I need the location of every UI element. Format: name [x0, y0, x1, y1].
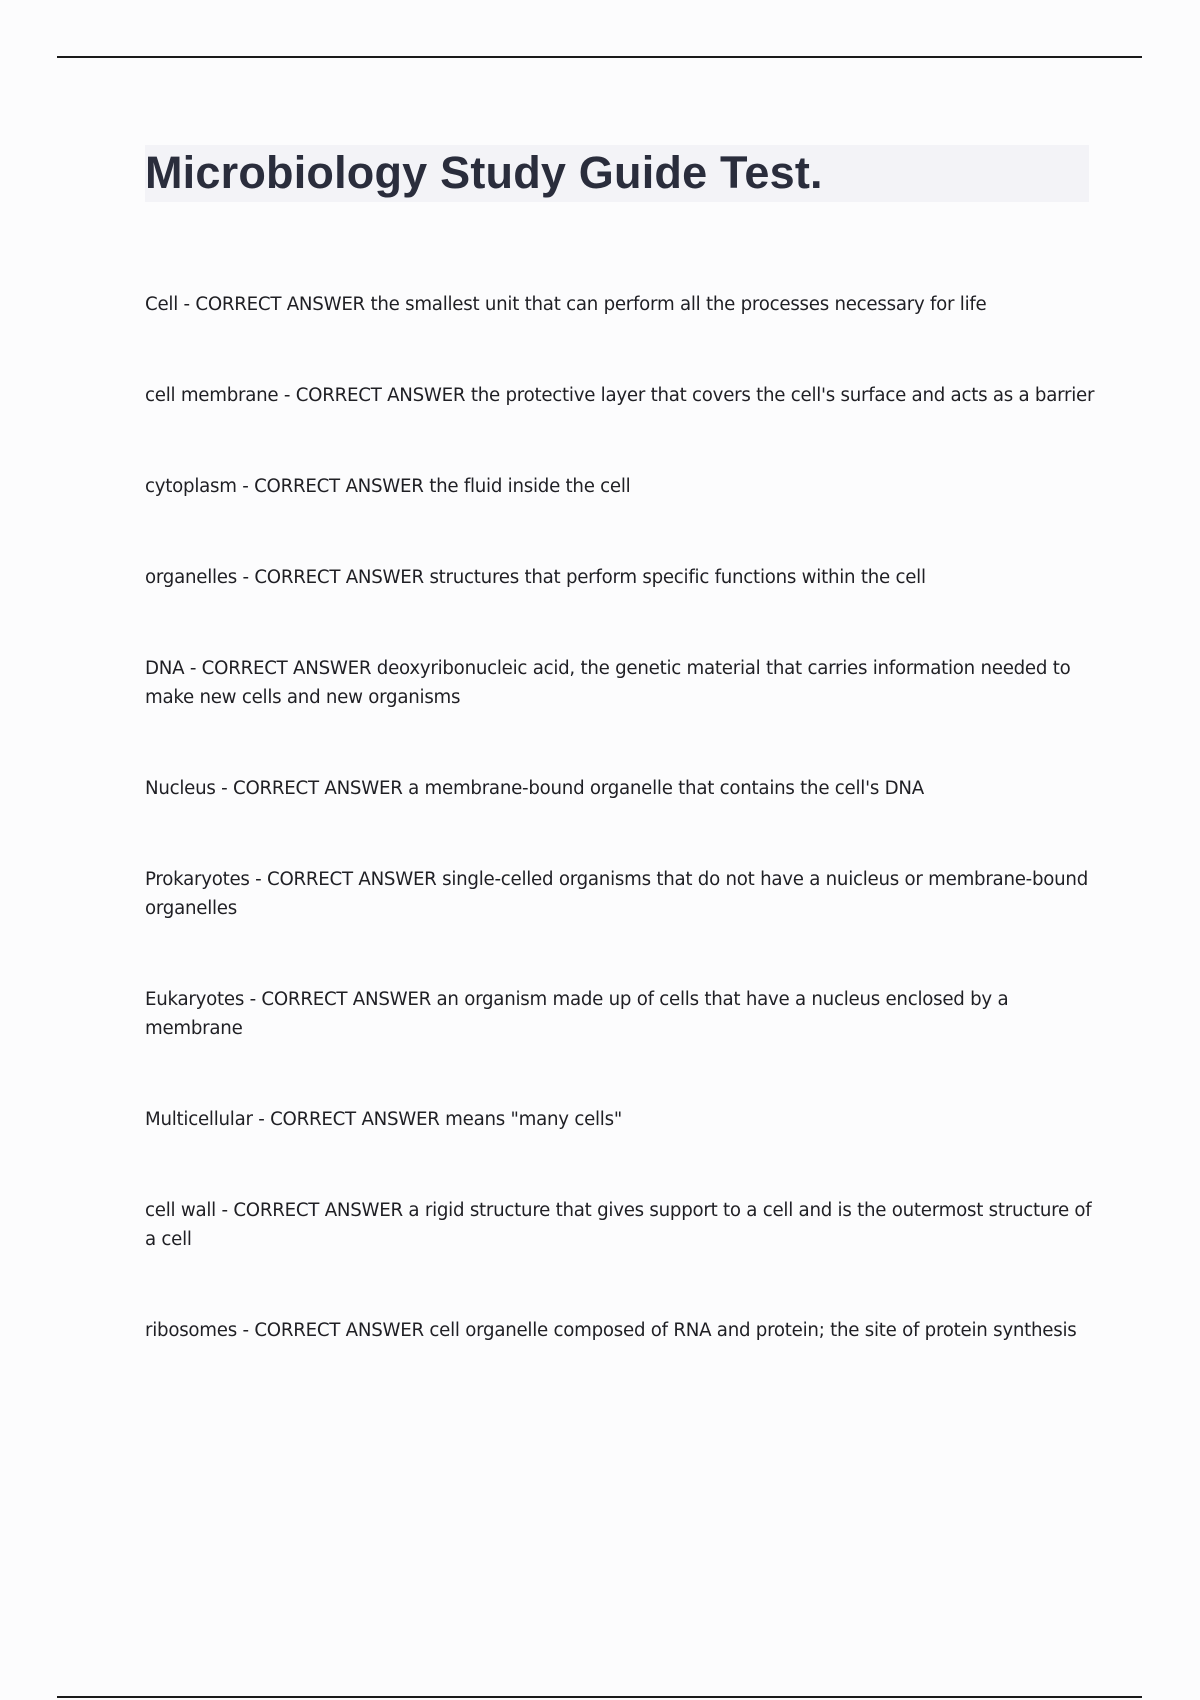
entry-eukaryotes: Eukaryotes - CORRECT ANSWER an organism made up of cells that have a nucleus enclosed by a membrane	[145, 989, 1009, 1039]
entry-cell: Cell - CORRECT ANSWER the smallest unit that can perform all the processes necessary for life	[145, 294, 987, 315]
entry-list	[145, 290, 1095, 1407]
entry-ribosomes: ribosomes - CORRECT ANSWER cell organelle composed of RNA and protein; the site of protein synthesis	[145, 1320, 1077, 1341]
page-title: Microbiology Study Guide Test.	[145, 147, 823, 198]
entry-cell-wall: cell wall - CORRECT ANSWER a rigid structure that gives support to a cell and is the outermost structure of a cell	[145, 1200, 1092, 1250]
entry-multicellular: Multicellular - CORRECT ANSWER means "many cells"	[145, 1109, 622, 1130]
bottom-rule	[57, 1696, 1142, 1698]
entry-prokaryotes: Prokaryotes - CORRECT ANSWER single-celled organisms that do not have a nuicleus or membrane-bound organelles	[145, 869, 1089, 919]
entry-organelles: organelles - CORRECT ANSWER structures that perform specific functions within the cell	[145, 567, 926, 588]
entry-cell-membrane: cell membrane - CORRECT ANSWER the protective layer that covers the cell's surface and acts as a barrier	[145, 385, 1095, 406]
entry-nucleus: Nucleus - CORRECT ANSWER a membrane-bound organelle that contains the cell's DNA	[145, 778, 924, 799]
entry-dna: DNA - CORRECT ANSWER deoxyribonucleic acid, the genetic material that carries information needed to make new cells and new organisms	[145, 658, 1071, 708]
entry-cytoplasm: cytoplasm - CORRECT ANSWER the fluid inside the cell	[145, 476, 631, 497]
top-rule	[57, 56, 1142, 58]
